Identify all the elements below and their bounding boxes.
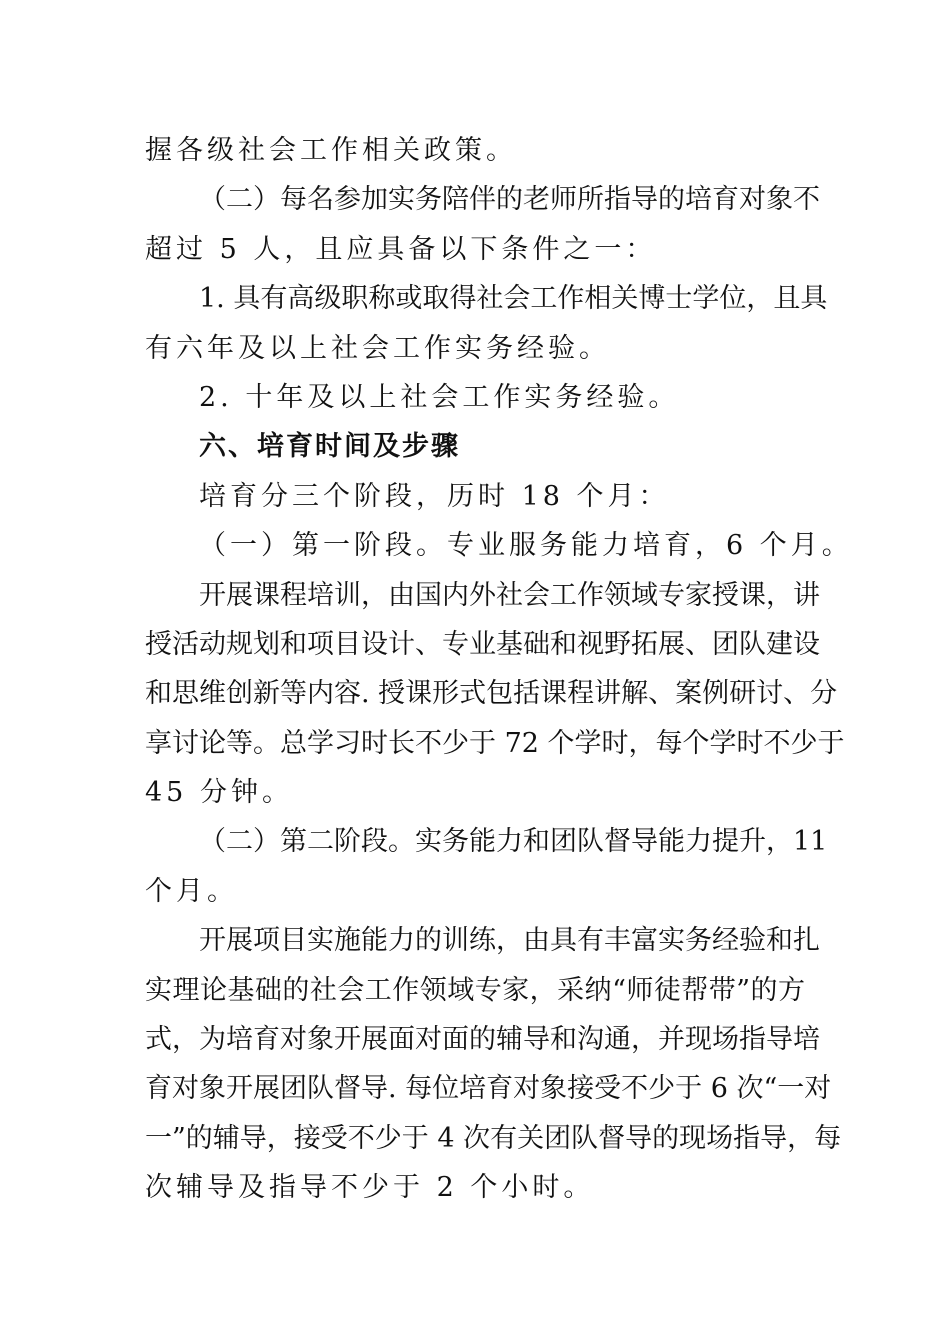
text-line: 有六年及以上社会工作实务经验。 (145, 332, 610, 364)
document-body (145, 126, 853, 1213)
text-line: 和思维创新等内容. 授课形式包括课程讲解、案例研讨、分 (145, 678, 838, 710)
text-line: 育对象开展团队督导. 每位培育对象接受不少于 6 次“一对 (145, 1073, 832, 1105)
text-line: 开展项目实施能力的训练，由具有丰富实务经验和扎 (199, 925, 820, 957)
text-line: 次辅导及指导不少于 2 个小时。 (145, 1172, 595, 1204)
text-line: 授活动规划和项目设计、专业基础和视野拓展、团队建设 (145, 628, 820, 660)
text-line: 享讨论等。总学习时长不少于 72 个学时，每个学时不少于 (145, 727, 845, 759)
text-line: 培育分三个阶段，历时 18 个月： (199, 480, 670, 512)
text-line: （二）每名参加实务陪伴的老师所指导的培育对象不 (199, 184, 820, 216)
text-line: 45 分钟。 (145, 777, 293, 809)
text-line: 一”的辅导，接受不少于 4 次有关团队督导的现场指导，每 (145, 1122, 842, 1154)
text-line: 超过 5 人，且应具备以下条件之一： (145, 233, 657, 265)
text-line: （一）第一阶段。专业服务能力培育，6 个月。 (199, 530, 853, 562)
text-line: 个月。 (145, 875, 238, 907)
text-line: 握各级社会工作相关政策。 (145, 135, 517, 166)
text-line: 实理论基础的社会工作领域专家，采纳“师徒帮带”的方 (145, 974, 805, 1006)
text-line: 式，为培育对象开展面对面的辅导和沟通，并现场指导培 (145, 1024, 820, 1056)
text-line: 开展课程培训，由国内外社会工作领域专家授课，讲 (199, 579, 820, 611)
section-heading: 六、培育时间及步骤 (199, 431, 460, 463)
text-line: （二）第二阶段。实务能力和团队督导能力提升，11 (199, 826, 828, 858)
text-line: 1. 具有高级职称或取得社会工作相关博士学位，且具 (199, 283, 828, 315)
text-line: 2. 十年及以上社会工作实务经验。 (199, 381, 680, 413)
